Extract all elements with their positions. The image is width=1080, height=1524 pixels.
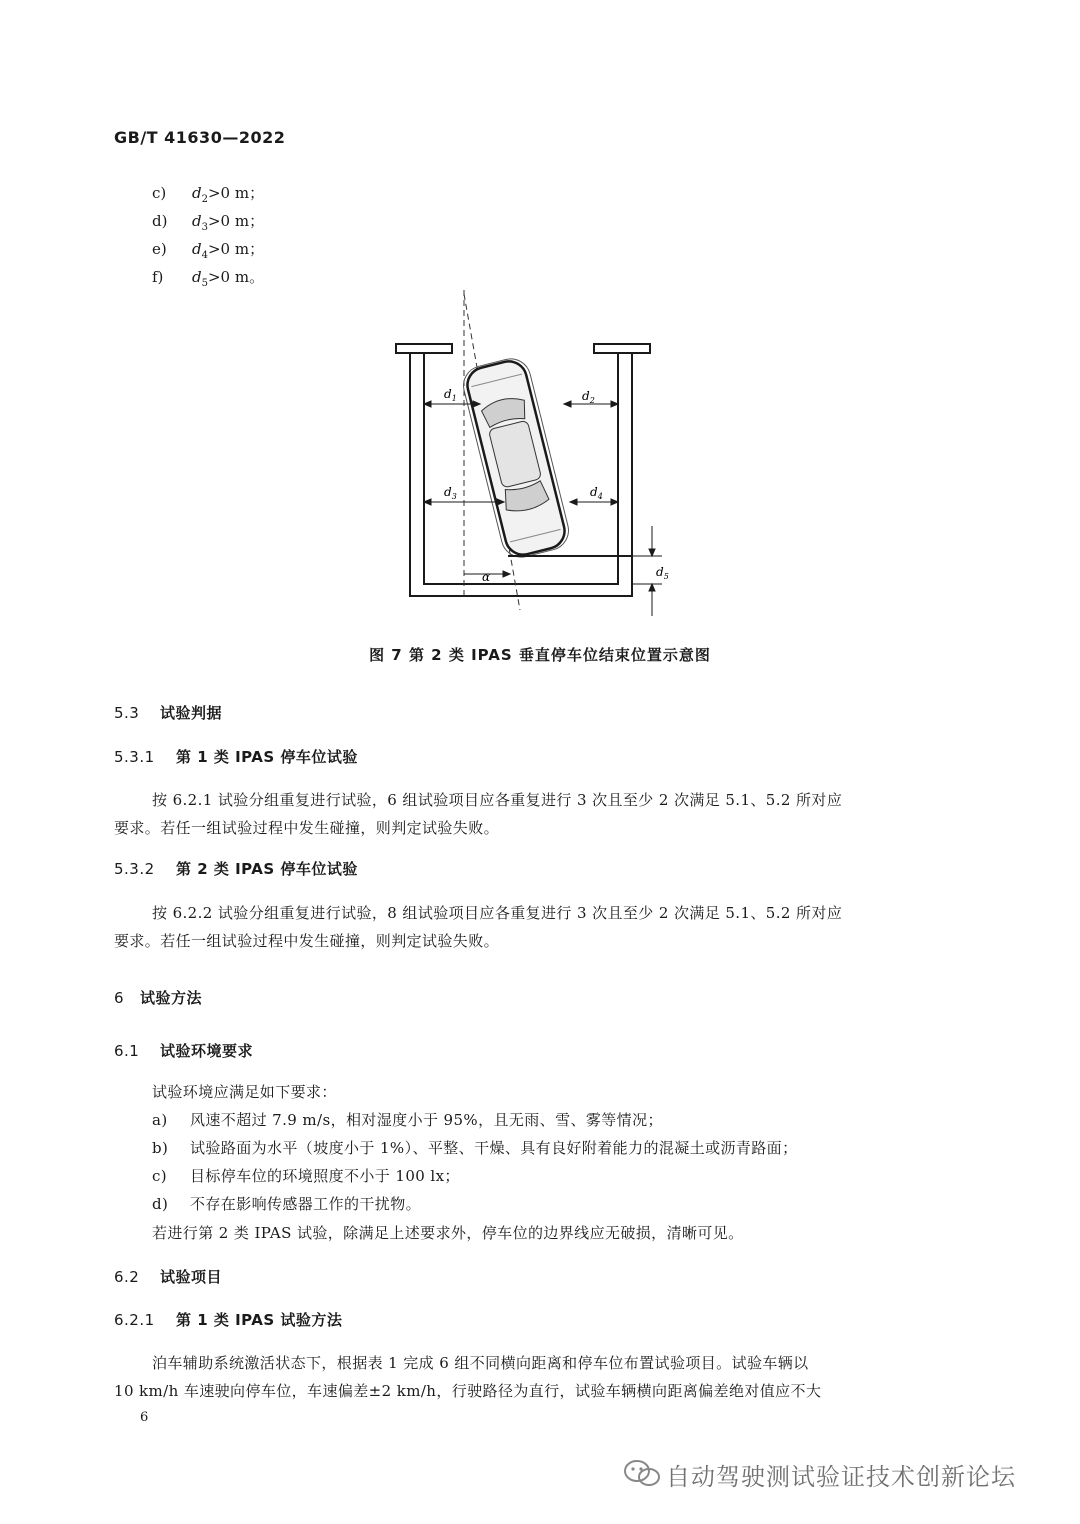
item-label: a): [152, 1111, 168, 1129]
item-label: c): [152, 1167, 168, 1185]
wechat-icon: [622, 1457, 662, 1489]
heading-title: 第 1 类 IPAS 停车位试验: [176, 748, 358, 766]
heading-6: [114, 987, 202, 1008]
criterion-var: d: [192, 212, 202, 230]
paragraph-5-3-2-line1: 按 6.2.2 试验分组重复进行试验，8 组试验项目应各重复进行 3 次且至少 2 次满足 5.1、5.2 所对应: [152, 904, 843, 922]
figure-caption: 图 7 第 2 类 IPAS 垂直停车位结束位置示意图: [369, 646, 711, 664]
heading-title: 第 1 类 IPAS 试验方法: [176, 1311, 343, 1329]
standard-code: GB/T 41630—2022: [114, 128, 286, 147]
heading-5-3: [114, 702, 222, 723]
heading-number: 6: [114, 989, 125, 1007]
item-text: 风速不超过 7.9 m/s，相对湿度小于 95%，且无雨、雪、雾等情况；: [190, 1111, 663, 1129]
heading-number: 5.3: [114, 704, 140, 722]
page-number: 6: [140, 1410, 149, 1425]
heading-title: 试验判据: [160, 704, 223, 722]
heading-6-2: [114, 1266, 222, 1287]
paragraph-6-1-intro: 试验环境应满足如下要求：: [152, 1083, 337, 1101]
heading-number: 6.2.1: [114, 1311, 155, 1329]
watermark-text: 自动驾驶测试验证技术创新论坛: [666, 1463, 1016, 1491]
heading-title: 试验项目: [160, 1268, 223, 1286]
right-curb-cap: [594, 344, 650, 353]
criterion-e: [152, 238, 264, 261]
heading-6-1: [114, 1040, 253, 1061]
d5-label: $d_5$: [656, 565, 669, 581]
paragraph-6-1-note: 若进行第 2 类 IPAS 试验，除满足上述要求外，停车位的边界线应无破损，清晰可见。: [152, 1224, 744, 1242]
criterion-var: d: [192, 268, 202, 286]
criterion-label: e): [152, 240, 167, 258]
heading-number: 5.3.1: [114, 748, 155, 766]
env-item-b: [152, 1137, 797, 1158]
criterion-c: [152, 182, 264, 205]
env-item-c: [152, 1165, 460, 1186]
paragraph-6-2-1-line2: 10 km/h 车速驶向停车位，车速偏差±2 km/h，行驶路径为直行，试验车辆横向距离偏差绝对值应不大: [114, 1382, 822, 1400]
criterion-sub: 4: [201, 250, 208, 261]
criterion-var: d: [192, 184, 202, 202]
criterion-sub: 5: [201, 278, 208, 289]
heading-number: 5.3.2: [114, 860, 155, 878]
heading-6-2-1: [114, 1309, 342, 1330]
criterion-label: d): [152, 212, 168, 230]
criterion-d: [152, 210, 264, 233]
alpha-label: α: [482, 570, 491, 584]
heading-number: 6.2: [114, 1268, 140, 1286]
criterion-rest: >0 m；: [207, 212, 265, 230]
heading-title: 第 2 类 IPAS 停车位试验: [176, 860, 358, 878]
item-label: b): [152, 1139, 169, 1157]
criterion-sub: 3: [201, 222, 208, 233]
d1-label: $d_1$: [444, 387, 457, 403]
paragraph-5-3-1-line1: 按 6.2.1 试验分组重复进行试验，6 组试验项目应各重复进行 3 次且至少 2 次满足 5.1、5.2 所对应: [152, 791, 843, 809]
criterion-rest: >0 m；: [207, 240, 265, 258]
criterion-f: [152, 266, 264, 289]
parking-diagram: [380, 290, 680, 620]
env-item-a: [152, 1109, 663, 1130]
criterion-rest: >0 m；: [207, 184, 265, 202]
heading-number: 6.1: [114, 1042, 140, 1060]
d4-label: $d_4$: [590, 485, 603, 501]
item-label: d): [152, 1195, 169, 1213]
heading-5-3-2: [114, 858, 358, 879]
item-text: 目标停车位的环境照度不小于 100 lx；: [190, 1167, 460, 1185]
criterion-label: c): [152, 184, 167, 202]
paragraph-6-2-1-line1: 泊车辅助系统激活状态下，根据表 1 完成 6 组不同横向距离和停车位布置试验项目。试验车辆以: [152, 1354, 809, 1372]
paragraph-5-3-1-line2: 要求。若任一组试验过程中发生碰撞，则判定试验失败。: [114, 819, 500, 837]
d2-label: $d_2$: [582, 389, 595, 405]
car: [459, 355, 572, 562]
heading-title: 试验方法: [140, 989, 203, 1007]
left-curb-cap: [396, 344, 452, 353]
criterion-var: d: [192, 240, 202, 258]
item-text: 不存在影响传感器工作的干扰物。: [190, 1195, 422, 1213]
item-text: 试验路面为水平（坡度小于 1%）、平整、干燥、具有良好附着能力的混凝土或沥青路面；: [190, 1139, 798, 1157]
criterion-label: f): [152, 268, 164, 286]
criterion-rest: >0 m。: [207, 268, 265, 286]
d3-label: $d_3$: [444, 485, 457, 501]
paragraph-5-3-2-line2: 要求。若任一组试验过程中发生碰撞，则判定试验失败。: [114, 932, 500, 950]
heading-title: 试验环境要求: [160, 1042, 254, 1060]
env-item-d: [152, 1193, 421, 1214]
heading-5-3-1: [114, 746, 358, 767]
criterion-sub: 2: [201, 194, 208, 205]
